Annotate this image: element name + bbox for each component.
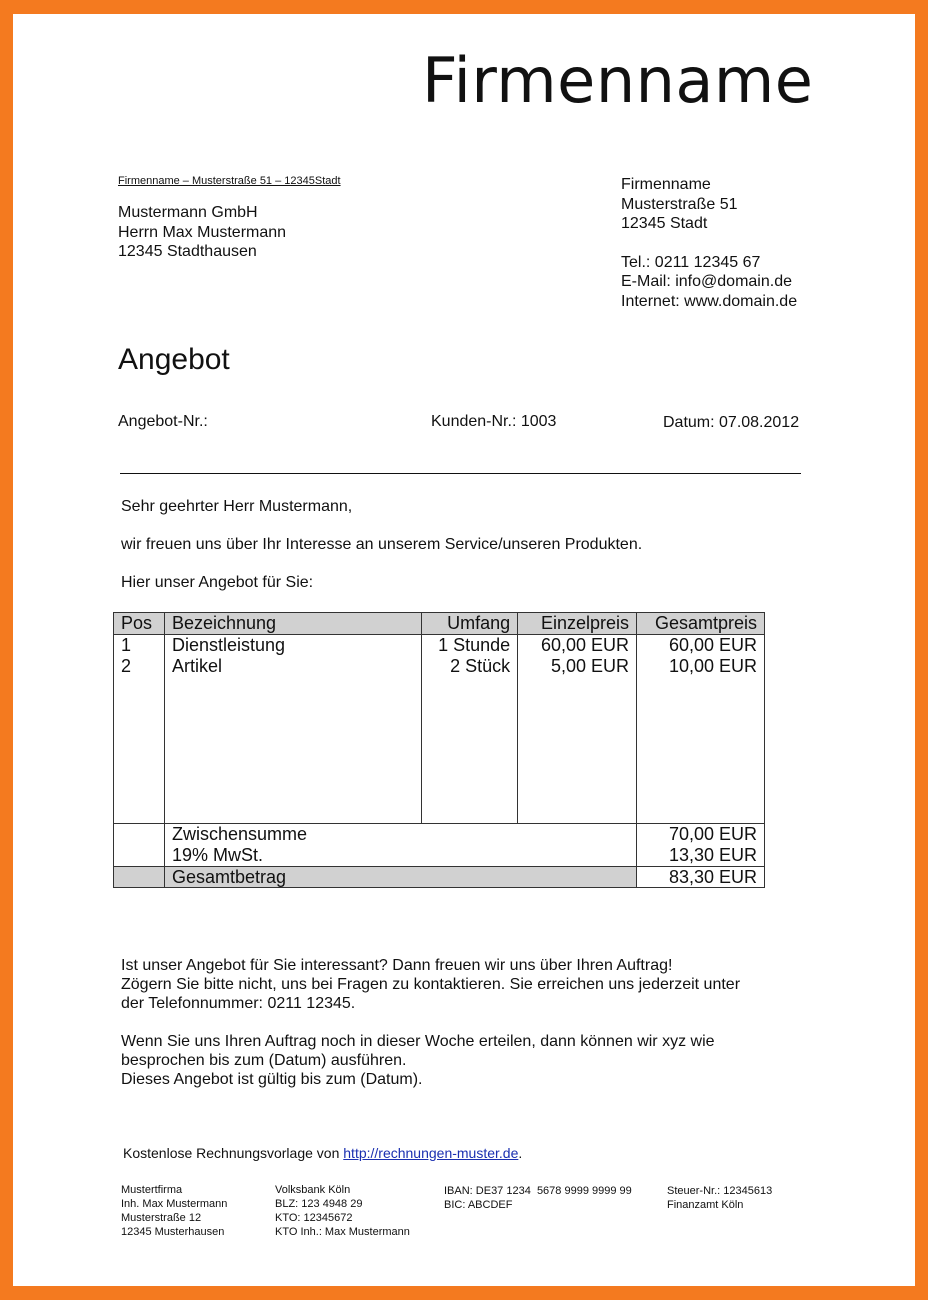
document-page bbox=[13, 14, 915, 1286]
company-logo: Firmenname bbox=[422, 44, 814, 117]
recipient-line: Herrn Max Mustermann bbox=[118, 223, 287, 241]
intro-offer-text: Hier unser Angebot für Sie: bbox=[121, 574, 314, 591]
cell-unit-price: 5,00 EUR bbox=[518, 656, 637, 677]
recipient-line: Mustermann GmbH bbox=[118, 204, 258, 221]
vat-row bbox=[114, 845, 765, 867]
offer-number: Angebot-Nr.: bbox=[118, 413, 208, 430]
table-row bbox=[114, 635, 765, 657]
sender-line: Firmenname – Musterstraße 51 – 12345Stadt bbox=[118, 175, 341, 187]
col-header-quantity: Umfang bbox=[422, 613, 518, 635]
footer-company bbox=[121, 1183, 227, 1239]
total-value: 83,30 EUR bbox=[637, 867, 765, 888]
template-link[interactable]: http://rechnungen-muster.de bbox=[343, 1145, 519, 1161]
cell-description: Artikel bbox=[164, 656, 421, 677]
company-email: E-Mail: info@domain.de bbox=[621, 273, 792, 290]
table-empty-space bbox=[114, 677, 765, 824]
closing-line: der Telefonnummer: 0211 12345. bbox=[121, 995, 356, 1012]
total-row bbox=[114, 867, 765, 888]
cell-quantity: 2 Stück bbox=[422, 656, 518, 677]
cell-quantity: 1 Stunde bbox=[422, 635, 518, 657]
footer-line: Mustertfirma bbox=[121, 1184, 183, 1196]
offer-date: Datum: 07.08.2012 bbox=[663, 414, 800, 431]
footer-line: BLZ: 123 4948 29 bbox=[275, 1198, 363, 1210]
recipient-address bbox=[118, 203, 286, 262]
footer-line: IBAN: DE37 1234 5678 9999 9999 99 bbox=[444, 1185, 632, 1197]
company-contact-block bbox=[621, 175, 797, 311]
closing-line: Dieses Angebot ist gültig bis zum (Datum). bbox=[121, 1071, 423, 1088]
subtotal-label: Zwischensumme bbox=[164, 824, 636, 846]
closing-line: besprochen bis zum (Datum) ausführen. bbox=[121, 1052, 407, 1069]
divider-line bbox=[120, 473, 801, 474]
footer-line: KTO Inh.: Max Mustermann bbox=[275, 1226, 410, 1238]
customer-number: Kunden-Nr.: 1003 bbox=[431, 413, 557, 430]
document-title: Angebot bbox=[118, 343, 230, 376]
cell-pos: 1 bbox=[114, 635, 165, 657]
closing-paragraph-1 bbox=[121, 956, 740, 1013]
total-label: Gesamtbetrag bbox=[164, 867, 636, 888]
footer-line: Inh. Max Mustermann bbox=[121, 1198, 228, 1210]
recipient-line: 12345 Stadthausen bbox=[118, 243, 257, 260]
vat-label: 19% MwSt. bbox=[164, 845, 636, 867]
company-city: 12345 Stadt bbox=[621, 215, 708, 232]
footer-line: KTO: 12345672 bbox=[275, 1212, 353, 1224]
footer-line: 12345 Musterhausen bbox=[121, 1226, 225, 1238]
footer-line: Finanzamt Köln bbox=[667, 1199, 744, 1211]
col-header-total-price: Gesamtpreis bbox=[637, 613, 765, 635]
cell-total-price: 60,00 EUR bbox=[637, 635, 765, 657]
footer-line: Steuer-Nr.: 12345613 bbox=[667, 1185, 773, 1197]
table-row bbox=[114, 656, 765, 677]
table-header-row bbox=[114, 613, 765, 635]
vat-value: 13,30 EUR bbox=[637, 845, 765, 867]
cell-total-price: 10,00 EUR bbox=[637, 656, 765, 677]
cell-description: Dienstleistung bbox=[164, 635, 421, 657]
cell-unit-price: 60,00 EUR bbox=[518, 635, 637, 657]
company-internet: Internet: www.domain.de bbox=[621, 292, 798, 310]
template-note-text: Kostenlose Rechnungsvorlage von bbox=[123, 1145, 344, 1161]
subtotal-row bbox=[114, 824, 765, 846]
footer-line: Volksbank Köln bbox=[275, 1184, 351, 1196]
col-header-description: Bezeichnung bbox=[164, 613, 421, 635]
company-street: Musterstraße 51 bbox=[621, 195, 738, 213]
footer-bank bbox=[275, 1183, 410, 1239]
company-name: Firmenname bbox=[621, 176, 711, 193]
col-header-pos: Pos bbox=[114, 613, 165, 635]
template-note bbox=[123, 1145, 522, 1161]
footer-line: Musterstraße 12 bbox=[121, 1212, 202, 1224]
closing-line: Ist unser Angebot für Sie interessant? Dann freuen wir uns über Ihren Auftrag! bbox=[121, 957, 673, 974]
subtotal-value: 70,00 EUR bbox=[637, 824, 765, 846]
template-note-suffix: . bbox=[518, 1145, 523, 1161]
closing-paragraph-2 bbox=[121, 1032, 715, 1089]
cell-pos: 2 bbox=[114, 656, 165, 677]
closing-line: Wenn Sie uns Ihren Auftrag noch in dieser Woche erteilen, dann können wir xyz wie bbox=[121, 1033, 715, 1050]
company-tel: Tel.: 0211 12345 67 bbox=[621, 253, 761, 271]
footer-line: BIC: ABCDEF bbox=[444, 1199, 513, 1211]
intro-text: wir freuen uns über Ihr Interesse an unserem Service/unseren Produkten. bbox=[121, 536, 643, 553]
footer-tax bbox=[667, 1184, 772, 1212]
col-header-unit-price: Einzelpreis bbox=[518, 613, 637, 635]
offer-table bbox=[113, 612, 765, 888]
salutation: Sehr geehrter Herr Mustermann, bbox=[121, 498, 353, 515]
closing-line: Zögern Sie bitte nicht, uns bei Fragen zu kontaktieren. Sie erreichen uns jederzeit unter bbox=[121, 976, 741, 993]
footer-iban bbox=[444, 1184, 632, 1212]
